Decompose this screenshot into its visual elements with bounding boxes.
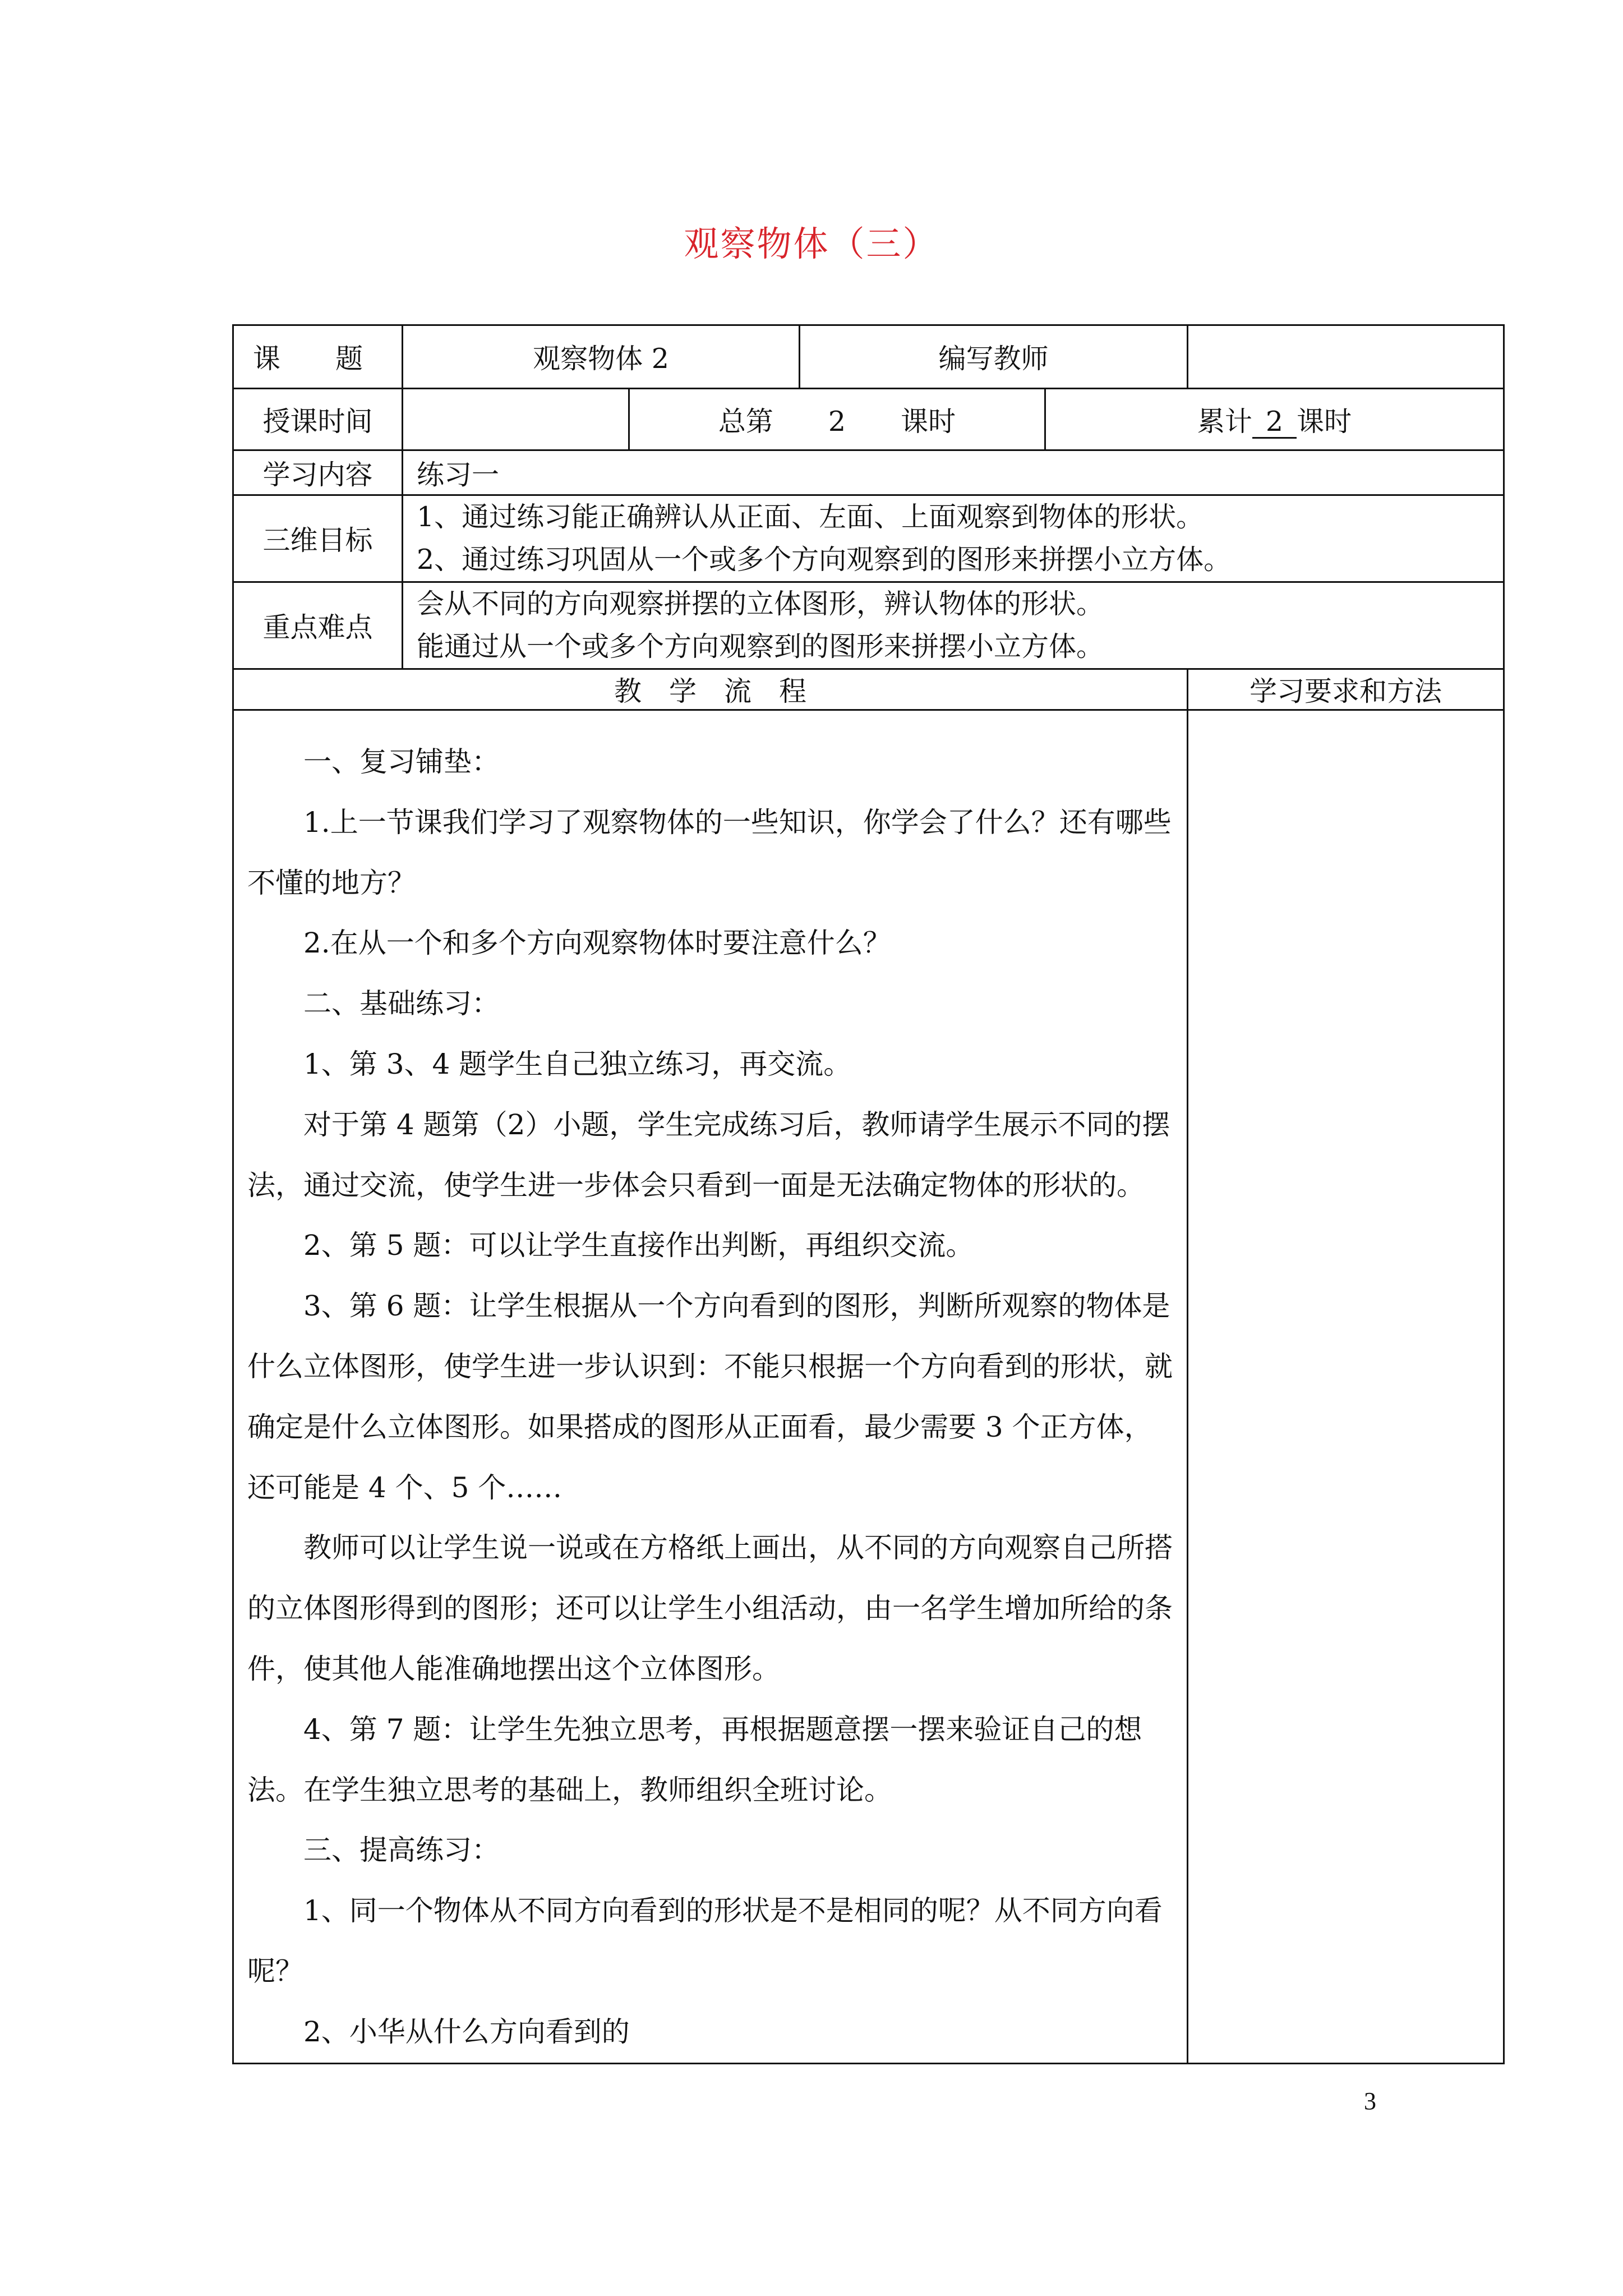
flow-paragraph: 3、第 6 题：让学生根据从一个方向看到的图形，判断所观察的物体是什么立体图形，使学生进一步认识到：不能只根据一个方向看到的形状，就确定是什么立体图形。如果搭成的图形从正面看，最少需要 3 个正方体，还可能是 4 个、5 个…… xyxy=(247,1290,1173,1504)
flow-paragraph: 2、第 5 题：可以让学生直接作出判断，再组织交流。 xyxy=(303,1229,974,1262)
page-number: 3 xyxy=(1364,2087,1376,2115)
topic-value: 观察物体 2 xyxy=(403,325,800,389)
row-goals xyxy=(233,495,1504,582)
flow-paragraph: 教师可以让学生说一说或在方格纸上画出，从不同的方向观察自己所搭的立体图形得到的图形；还可以让学生小组活动，由一名学生增加所给的条件，使其他人能准确地摆出这个立体图形。 xyxy=(247,1531,1173,1685)
flow-header: 教 学 流 程 xyxy=(233,669,1188,710)
row-flow-header xyxy=(233,669,1504,710)
flow-paragraph: 二、基础练习： xyxy=(303,987,500,1020)
row-topic xyxy=(233,325,1504,389)
row-flow xyxy=(233,710,1504,2064)
goal-line: 2、通过练习巩固从一个或多个方向观察到的图形来拼摆小立方体。 xyxy=(417,544,1232,576)
flow-paragraph: 1、同一个物体从不同方向看到的形状是不是相同的呢？从不同方向看呢？ xyxy=(247,1894,1163,1987)
keypoint-line: 会从不同的方向观察拼摆的立体图形，辨认物体的形状。 xyxy=(417,588,1104,620)
flow-paragraph: 1.上一节课我们学习了观察物体的一些知识，你学会了什么？还有哪些不懂的地方？ xyxy=(247,806,1172,899)
flow-paragraph: 三、提高练习： xyxy=(303,1834,500,1867)
topic-label: 课 题 xyxy=(233,325,403,389)
flow-content xyxy=(233,710,1188,2064)
row-content xyxy=(233,450,1504,495)
flow-paragraph: 1、第 3、4 题学生自己独立练习，再交流。 xyxy=(303,1047,852,1080)
row-time xyxy=(233,389,1504,450)
goals-content xyxy=(403,495,1504,582)
document-title: 观察物体（三） xyxy=(684,223,939,264)
method-content xyxy=(1188,710,1504,2064)
cumulative-value: 2 xyxy=(1252,407,1297,439)
author-label: 编写教师 xyxy=(800,325,1188,389)
goal-line: 1、通过练习能正确辨认从正面、左面、上面观察到物体的形状。 xyxy=(417,501,1204,533)
flow-paragraph: 4、第 7 题：让学生先独立思考，再根据题意摆一摆来验证自己的想法。在学生独立思考的基础上，教师组织全班讨论。 xyxy=(247,1713,1142,1806)
content-value: 练习一 xyxy=(403,450,1504,495)
cumulative-prefix: 累计 xyxy=(1197,405,1252,438)
total-lessons: 总第 2 课时 xyxy=(629,389,1045,450)
flow-paragraph: 一、复习铺垫： xyxy=(303,746,500,778)
goals-label: 三维目标 xyxy=(233,495,403,582)
flow-paragraph: 对于第 4 题第（2）小题，学生完成练习后，教师请学生展示不同的摆法，通过交流，使学生进一步体会只看到一面是无法确定物体的形状的。 xyxy=(247,1108,1170,1202)
author-value xyxy=(1188,325,1504,389)
cumulative-lessons xyxy=(1045,389,1504,450)
lesson-plan-table xyxy=(232,324,1505,2064)
method-header: 学习要求和方法 xyxy=(1188,669,1504,710)
keypoint-line: 能通过从一个或多个方向观察到的图形来拼摆小立方体。 xyxy=(417,631,1104,662)
flow-paragraph: 2、小华从什么方向看到的 xyxy=(303,2015,630,2048)
flow-paragraph: 2.在从一个和多个方向观察物体时要注意什么？ xyxy=(303,927,891,960)
keypoints-content xyxy=(403,582,1504,669)
cumulative-suffix: 课时 xyxy=(1297,405,1352,438)
time-label: 授课时间 xyxy=(233,389,403,450)
row-keypoints xyxy=(233,582,1504,669)
keypoints-label: 重点难点 xyxy=(233,582,403,669)
content-label: 学习内容 xyxy=(233,450,403,495)
time-value xyxy=(403,389,629,450)
